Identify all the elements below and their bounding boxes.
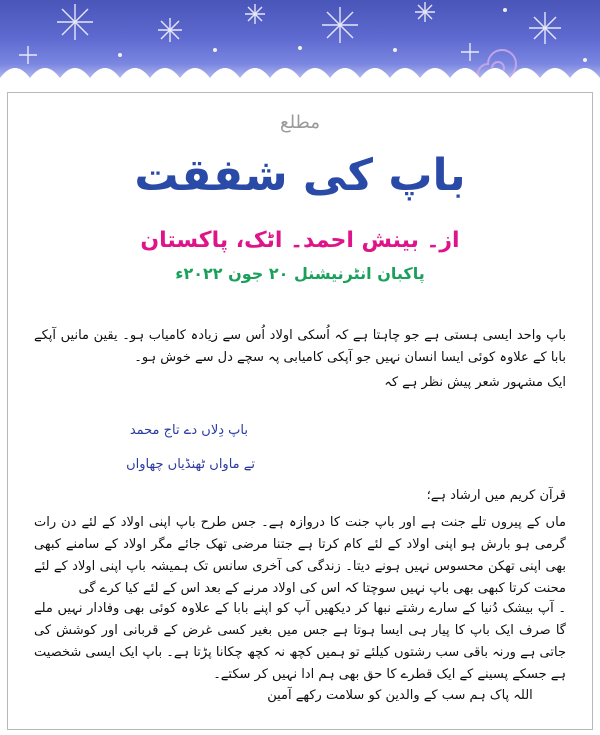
quran-intro: قرآن کریم میں ارشاد ہے؛ xyxy=(426,488,566,503)
intro-line: ایک مشہور شعر پیش نظر ہے کہ xyxy=(384,375,566,390)
scalloped-edge xyxy=(0,58,600,85)
prayer-line: اللہ پاک ہم سب کے والدین کو سلامت رکھے آمین xyxy=(267,688,533,703)
header-banner xyxy=(0,0,600,85)
poem-line-2: تے ماواں ٹھنڈیاں چھاواں xyxy=(126,457,255,472)
paragraph-2: ماں کے پیروں تلے جنت ہے اور باپ جنت کا دروازہ ہے۔ جس طرح باپ اپنی اولاد کے لئے دن رات گرمی ہو بارش ہو اپنی اولاد کے لئے کام کرتا ہے جتنا مرضی تھک جائے مگر اولاد کے سامنے کبھی بھی اپنی تھکن محسوس نہیں ہونے دیتا۔ زندگی کی آخری سانس تک ہمیشہ باپ اپنی اولاد کے لئے محنت کرتا کبھی بھی باپ نہیں سوچتا کہ اس کی اولاد مرنے کے بعد اس کے لئے کیا کرے گی xyxy=(34,515,566,596)
paragraph-3: ۔ آپ بیشک دُنیا کے سارے رشتے نبھا کر دیکھیں آپ کو اپنے بابا کے علاوہ کوئی بھی وفادار نہیں ملے گا صرف ایک باپ کا پیار ہی ایسا ہوتا ہے جس میں بغیر کسی غرض کے قربانی اور کوشش کی جاتی ہے ورنہ باقی سب رشتوں کیلئے تو ہمیں کچھ نہ کچھ چکانا پڑتا ہے۔ باپ ایک ایسی شخصیت ہے جسکے پسینے کے ایک قطرے کا حق بھی ہم ادا نہیں کر سکتے۔ xyxy=(34,601,566,682)
paragraph-1: باپ واحد ایسی ہستی ہے جو چاہتا ہے کہ اُسکی اولاد اُس سے زیادہ کامیاب ہو۔ یقین مانیں آپکے بابا کے علاوہ کوئی ایسا انسان نہیں جو آپکی کامیابی پہ سچے دل سے خوش ہو۔ xyxy=(34,328,566,365)
author-line: از۔ بینش احمد۔ اٹک، پاکستان xyxy=(140,228,460,253)
category-label: مطلع xyxy=(280,112,320,133)
publication-line: پاکبان انٹرنیشنل ۲۰ جون ۲۰۲۲ء xyxy=(175,264,425,283)
article-title: باپ کی شفقت xyxy=(134,150,466,201)
poem-line-1: باپ دِلاں دے تاج محمد xyxy=(129,423,248,438)
